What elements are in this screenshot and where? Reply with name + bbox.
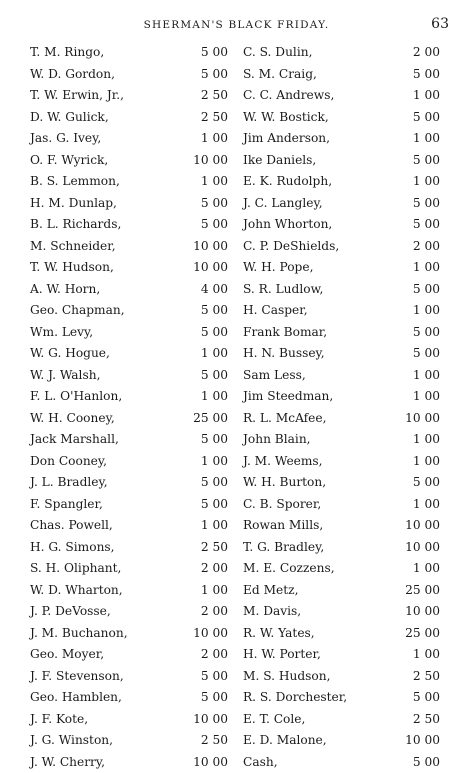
list-row bbox=[0, 601, 473, 623]
right-amount: 1 00 bbox=[378, 561, 440, 575]
right-name: W. W. Bostick, bbox=[243, 110, 329, 124]
list-row bbox=[0, 257, 473, 279]
left-name: Geo. Hamblen, bbox=[30, 690, 122, 704]
left-name: T. M. Ringo, bbox=[30, 45, 104, 59]
right-name: John Blain, bbox=[243, 432, 311, 446]
left-name: S. H. Oliphant, bbox=[30, 561, 121, 575]
left-name: T. W. Hudson, bbox=[30, 260, 114, 274]
list-row bbox=[0, 752, 473, 773]
right-name: H. N. Bussey, bbox=[243, 346, 325, 360]
list-row bbox=[0, 666, 473, 688]
list-row bbox=[0, 730, 473, 752]
left-amount: 10 00 bbox=[160, 260, 228, 274]
right-amount: 1 00 bbox=[378, 497, 440, 511]
right-amount: 5 00 bbox=[378, 196, 440, 210]
left-name: J. L. Bradley, bbox=[30, 475, 108, 489]
right-amount: 5 00 bbox=[378, 67, 440, 81]
left-name: A. W. Horn, bbox=[30, 282, 100, 296]
left-name: D. W. Gulick, bbox=[30, 110, 109, 124]
left-name: W. D. Gordon, bbox=[30, 67, 115, 81]
right-amount: 5 00 bbox=[378, 690, 440, 704]
left-amount: 5 00 bbox=[160, 303, 228, 317]
left-amount: 1 00 bbox=[160, 174, 228, 188]
list-row bbox=[0, 623, 473, 645]
list-row bbox=[0, 42, 473, 64]
list-row bbox=[0, 300, 473, 322]
right-name: J. M. Weems, bbox=[243, 454, 323, 468]
list-row bbox=[0, 107, 473, 129]
left-amount: 5 00 bbox=[160, 669, 228, 683]
right-amount: 1 00 bbox=[378, 389, 440, 403]
left-amount: 5 00 bbox=[160, 432, 228, 446]
list-row bbox=[0, 64, 473, 86]
left-amount: 2 50 bbox=[160, 733, 228, 747]
left-name: Jack Marshall, bbox=[30, 432, 119, 446]
right-amount: 1 00 bbox=[378, 260, 440, 274]
right-amount: 2 50 bbox=[378, 669, 440, 683]
left-amount: 10 00 bbox=[160, 626, 228, 640]
left-amount: 10 00 bbox=[160, 239, 228, 253]
list-row bbox=[0, 279, 473, 301]
left-amount: 5 00 bbox=[160, 475, 228, 489]
list-row bbox=[0, 494, 473, 516]
right-name: C. P. DeShields, bbox=[243, 239, 339, 253]
left-name: M. Schneider, bbox=[30, 239, 116, 253]
right-amount: 5 00 bbox=[378, 346, 440, 360]
left-amount: 2 50 bbox=[160, 110, 228, 124]
right-amount: 25 00 bbox=[378, 583, 440, 597]
left-amount: 1 00 bbox=[160, 346, 228, 360]
left-amount: 2 00 bbox=[160, 561, 228, 575]
right-amount: 10 00 bbox=[378, 540, 440, 554]
right-amount: 10 00 bbox=[378, 411, 440, 425]
right-name: R. S. Dorchester, bbox=[243, 690, 347, 704]
right-name: W. H. Pope, bbox=[243, 260, 313, 274]
right-amount: 10 00 bbox=[378, 518, 440, 532]
right-amount: 5 00 bbox=[378, 475, 440, 489]
list-row bbox=[0, 171, 473, 193]
right-name: Rowan Mills, bbox=[243, 518, 323, 532]
right-amount: 1 00 bbox=[378, 174, 440, 188]
right-amount: 1 00 bbox=[378, 88, 440, 102]
left-amount: 2 50 bbox=[160, 88, 228, 102]
list-row bbox=[0, 128, 473, 150]
left-amount: 5 00 bbox=[160, 196, 228, 210]
left-name: Wm. Levy, bbox=[30, 325, 93, 339]
left-name: J. P. DeVosse, bbox=[30, 604, 111, 618]
left-name: J. M. Buchanon, bbox=[30, 626, 128, 640]
left-name: T. W. Erwin, Jr., bbox=[30, 88, 124, 102]
left-name: J. F. Kote, bbox=[30, 712, 88, 726]
right-name: Ed Metz, bbox=[243, 583, 298, 597]
right-name: R. W. Yates, bbox=[243, 626, 315, 640]
right-amount: 5 00 bbox=[378, 325, 440, 339]
page-number: 63 bbox=[431, 16, 449, 32]
left-amount: 5 00 bbox=[160, 325, 228, 339]
right-name: M. Davis, bbox=[243, 604, 301, 618]
list-row bbox=[0, 537, 473, 559]
left-amount: 4 00 bbox=[160, 282, 228, 296]
subscription-list bbox=[0, 42, 473, 773]
right-amount: 10 00 bbox=[378, 604, 440, 618]
left-name: B. S. Lemmon, bbox=[30, 174, 120, 188]
right-name: E. K. Rudolph, bbox=[243, 174, 332, 188]
left-amount: 1 00 bbox=[160, 131, 228, 145]
list-row bbox=[0, 709, 473, 731]
right-name: M. S. Hudson, bbox=[243, 669, 330, 683]
left-amount: 2 00 bbox=[160, 647, 228, 661]
left-name: Don Cooney, bbox=[30, 454, 107, 468]
right-name: Frank Bomar, bbox=[243, 325, 327, 339]
left-amount: 10 00 bbox=[160, 153, 228, 167]
right-name: J. C. Langley, bbox=[243, 196, 323, 210]
left-amount: 5 00 bbox=[160, 497, 228, 511]
left-amount: 1 00 bbox=[160, 454, 228, 468]
list-row bbox=[0, 451, 473, 473]
left-amount: 2 00 bbox=[160, 604, 228, 618]
right-name: C. C. Andrews, bbox=[243, 88, 334, 102]
left-name: W. D. Wharton, bbox=[30, 583, 123, 597]
right-name: W. H. Burton, bbox=[243, 475, 326, 489]
right-name: T. G. Bradley, bbox=[243, 540, 324, 554]
list-row bbox=[0, 322, 473, 344]
right-name: S. R. Ludlow, bbox=[243, 282, 323, 296]
left-name: W. G. Hogue, bbox=[30, 346, 110, 360]
right-amount: 25 00 bbox=[378, 626, 440, 640]
right-amount: 5 00 bbox=[378, 282, 440, 296]
right-amount: 1 00 bbox=[378, 368, 440, 382]
left-name: Geo. Moyer, bbox=[30, 647, 104, 661]
left-amount: 10 00 bbox=[160, 755, 228, 769]
right-name: E. T. Cole, bbox=[243, 712, 305, 726]
right-name: H. Casper, bbox=[243, 303, 308, 317]
left-name: J. W. Cherry, bbox=[30, 755, 105, 769]
left-amount: 5 00 bbox=[160, 690, 228, 704]
left-amount: 5 00 bbox=[160, 67, 228, 81]
list-row bbox=[0, 472, 473, 494]
right-amount: 1 00 bbox=[378, 454, 440, 468]
right-amount: 1 00 bbox=[378, 432, 440, 446]
left-name: Jas. G. Ivey, bbox=[30, 131, 101, 145]
left-name: B. L. Richards, bbox=[30, 217, 121, 231]
right-name: Cash, bbox=[243, 755, 278, 769]
right-name: E. D. Malone, bbox=[243, 733, 327, 747]
left-amount: 1 00 bbox=[160, 583, 228, 597]
list-row bbox=[0, 343, 473, 365]
left-name: J. F. Stevenson, bbox=[30, 669, 124, 683]
page-header bbox=[0, 16, 473, 36]
right-amount: 10 00 bbox=[378, 733, 440, 747]
right-amount: 2 00 bbox=[378, 239, 440, 253]
right-amount: 1 00 bbox=[378, 131, 440, 145]
right-amount: 5 00 bbox=[378, 217, 440, 231]
list-row bbox=[0, 408, 473, 430]
right-name: S. M. Craig, bbox=[243, 67, 317, 81]
right-amount: 2 50 bbox=[378, 712, 440, 726]
right-name: Sam Less, bbox=[243, 368, 306, 382]
left-name: W. H. Cooney, bbox=[30, 411, 115, 425]
right-name: Jim Anderson, bbox=[243, 131, 330, 145]
right-name: M. E. Cozzens, bbox=[243, 561, 335, 575]
list-row bbox=[0, 558, 473, 580]
left-name: W. J. Walsh, bbox=[30, 368, 100, 382]
right-amount: 1 00 bbox=[378, 647, 440, 661]
list-row bbox=[0, 85, 473, 107]
list-row bbox=[0, 515, 473, 537]
left-amount: 5 00 bbox=[160, 217, 228, 231]
right-name: John Whorton, bbox=[243, 217, 332, 231]
left-name: Chas. Powell, bbox=[30, 518, 113, 532]
right-amount: 5 00 bbox=[378, 153, 440, 167]
right-amount: 2 00 bbox=[378, 45, 440, 59]
list-row bbox=[0, 580, 473, 602]
left-amount: 10 00 bbox=[160, 712, 228, 726]
left-name: H. G. Simons, bbox=[30, 540, 115, 554]
list-row bbox=[0, 687, 473, 709]
left-amount: 2 50 bbox=[160, 540, 228, 554]
left-amount: 1 00 bbox=[160, 389, 228, 403]
right-amount: 5 00 bbox=[378, 110, 440, 124]
left-name: Geo. Chapman, bbox=[30, 303, 125, 317]
list-row bbox=[0, 429, 473, 451]
list-row bbox=[0, 214, 473, 236]
running-title: SHERMAN'S BLACK FRIDAY. bbox=[0, 19, 473, 31]
left-name: O. F. Wyrick, bbox=[30, 153, 108, 167]
right-name: H. W. Porter, bbox=[243, 647, 321, 661]
right-name: C. S. Dulin, bbox=[243, 45, 312, 59]
list-row bbox=[0, 150, 473, 172]
left-amount: 5 00 bbox=[160, 45, 228, 59]
list-row bbox=[0, 365, 473, 387]
left-name: H. M. Dunlap, bbox=[30, 196, 117, 210]
right-amount: 5 00 bbox=[378, 755, 440, 769]
list-row bbox=[0, 644, 473, 666]
list-row bbox=[0, 193, 473, 215]
list-row bbox=[0, 386, 473, 408]
right-name: Ike Daniels, bbox=[243, 153, 316, 167]
left-amount: 25 00 bbox=[160, 411, 228, 425]
left-amount: 1 00 bbox=[160, 518, 228, 532]
right-amount: 1 00 bbox=[378, 303, 440, 317]
right-name: R. L. McAfee, bbox=[243, 411, 326, 425]
left-name: F. L. O'Hanlon, bbox=[30, 389, 122, 403]
left-name: J. G. Winston, bbox=[30, 733, 113, 747]
right-name: Jim Steedman, bbox=[243, 389, 333, 403]
left-name: F. Spangler, bbox=[30, 497, 103, 511]
left-amount: 5 00 bbox=[160, 368, 228, 382]
right-name: C. B. Sporer, bbox=[243, 497, 321, 511]
list-row bbox=[0, 236, 473, 258]
